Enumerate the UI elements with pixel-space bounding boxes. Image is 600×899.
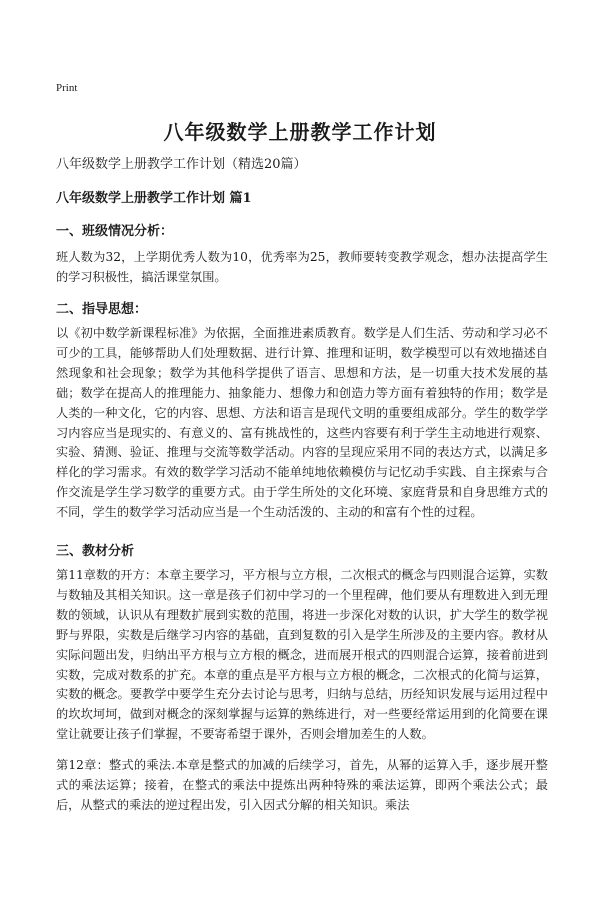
paragraph-chapter-11: 第11章数的开方：本章主要学习，平方根与立方根，二次根式的概念与四则混合运算，实数与数轴及其相关知识。这一章是孩子们初中学习的一个里程碑，他们要从有理数进入到无理数的领域，认识从有理数扩展到实数的范围，将进一步深化对数的认识，扩大学生的数学视野与界限，实数是后继学习内容的基础，直到复数的引入是学生所涉及的主要内容。教材从实际问题出发，归纳出平方根与立方根的概念，进而展开根式的四则混合运算，接着前进到实数，完成对数系的扩充。本章的重点是平方根与立方根的概念，二次根式的化简与运算，实数的概念。要教学中要学生充分去讨论与思考，归纳与总结，历经知识发展与运用过程中的坎坎坷坷，做到对概念的深刻掌握与运算的熟练进行，对一些要经常运用到的化简要在课堂让就要让孩子们掌握，不要寄希望于课外，否则会增加差生的人数。 — [56, 568, 548, 742]
section-heading-guiding-ideology: 二、指导思想： — [56, 302, 148, 317]
print-label: Print — [56, 82, 78, 94]
section-heading-class-analysis: 一、班级情况分析： — [56, 224, 174, 239]
paragraph-class-analysis: 班人数为32，上学期优秀人数为10，优秀率为25，教师要转变教学观念，想办法提高学生的学习积极性，搞活课堂氛围。 — [56, 250, 548, 284]
document-title: 八年级数学上册教学工作计划 — [163, 120, 437, 144]
paragraph-guiding-ideology: 以《初中数学新课程标准》为依据，全面推进素质教育。数学是人们生活、劳动和学习必不可少的工具，能够帮助人们处理数据、进行计算、推理和证明，数学模型可以有效地描述自然现象和社会现象；数学为其他科学提供了语言、思想和方法，是一切重大技术发展的基础；数学在提高人的推理能力、抽象能力、想像力和创造力等方面有着独特的作用；数学是人类的一种文化，它的内容、思想、方法和语言是现代文明的重要组成部分。学生的数学学习内容应当是现实的、有意义的、富有挑战性的，这些内容要有利于学生主动地进行观察、实验、猜测、验证、推理与交流等数学活动。内容的呈现应采用不同的表达方式，以满足多样化的学习需求。有效的数学学习活动不能单纯地依赖模仿与记忆动手实践、自主探索与合作交流是学生学习数学的重要方式。由于学生所处的文化环境、家庭背景和自身思维方式的不同，学生的数学学习活动应当是一个生动活泼的、主动的和富有个性的过程。 — [56, 326, 548, 520]
section-heading-textbook-analysis: 三、教材分析 — [56, 544, 135, 559]
document-subtitle: 八年级数学上册教学工作计划（精选20篇） — [56, 157, 307, 172]
paragraph-chapter-12: 第12章：整式的乘法.本章是整式的加减的后续学习，首先，从幂的运算入手，逐步展开整式的乘法运算；接着，在整式的乘法中提炼出两种特殊的乘法运算，即两个乘法公式；最后，从整式的乘法的逆过程出发，引入因式分解的相关知识。乘法 — [56, 758, 548, 812]
article-title: 八年级数学上册教学工作计划 篇1 — [56, 191, 252, 206]
